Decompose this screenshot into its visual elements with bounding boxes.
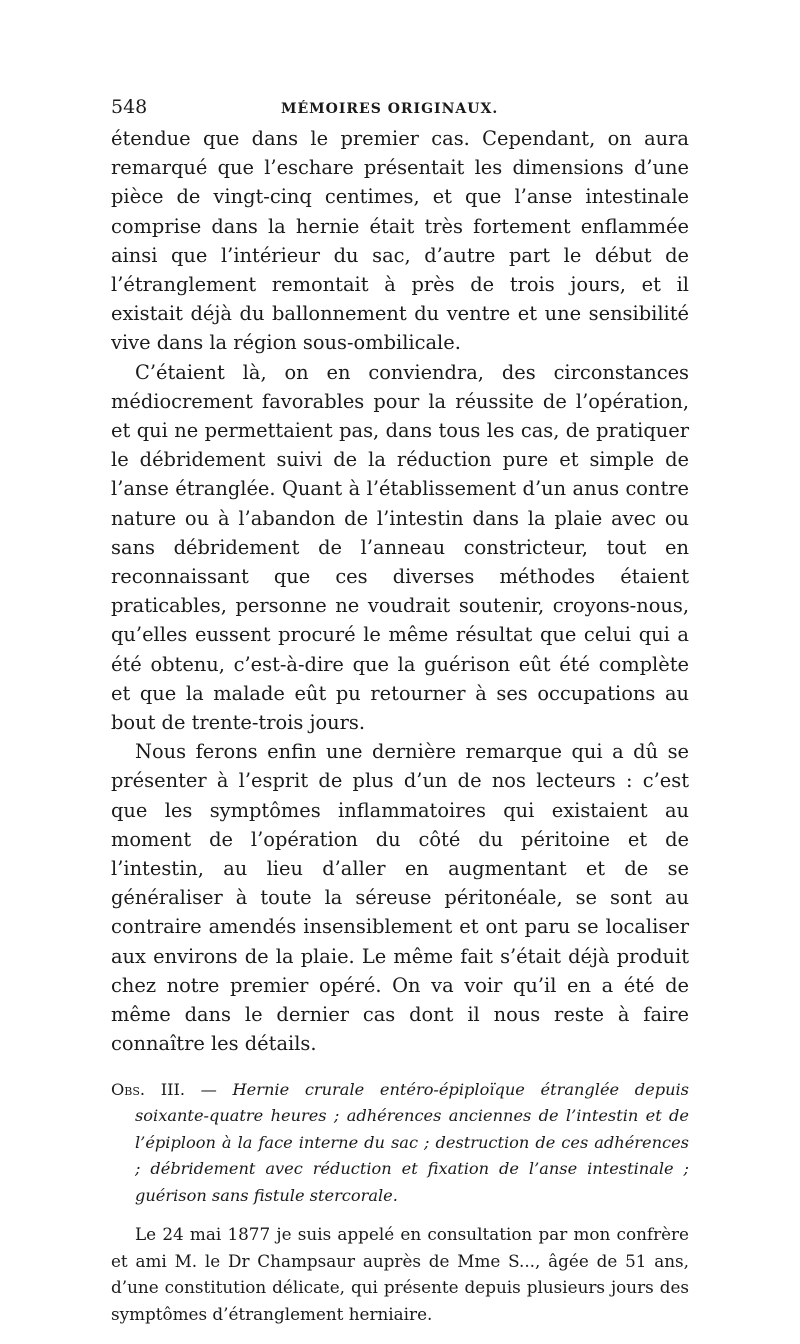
observation-title: Hernie crurale entéro-épiploïque étranglée depuis soixante-quatre heures ; adhérences anciennes de l’intestin et de l’épiploon à la face interne du sac ; destruction de ces adhérences ; débridement avec réduction et fixation de l’anse intestinale ; guérison sans fistule stercorale. bbox=[135, 1079, 689, 1205]
observation-paragraph: Le 24 mai 1877 je suis appelé en consultation par mon confrère et ami M. le Dr Champsaur auprès de Mme S..., âgée de 51 ans, d’une constitution délicate, qui présente depuis plusieurs jours des symptômes d’étranglement herniaire. bbox=[111, 1224, 689, 1324]
body-text bbox=[111, 124, 689, 1059]
running-head bbox=[111, 96, 689, 124]
running-title: MÉMOIRES ORIGINAUX. bbox=[281, 101, 499, 117]
paragraph: C’étaient là, on en conviendra, des circonstances médiocrement favorables pour la réussite de l’opération, et qui ne permettaient pas, dans tous les cas, de pratiquer le débridement suivi de la réduction pure et simple de l’anse étranglée. Quant à l’établissement d’un anus contre nature ou à l’abandon de l’intestin dans la plaie avec ou sans débridement de l’anneau constricteur, tout en reconnaissant que ces diverses méthodes étaient praticables, personne ne voudrait soutenir, croyons-nous, qu’elles eussent procuré le même résultat que celui qui a été obtenu, c’est-à-dire que la guérison eût été complète et que la malade eût pu retourner à ses occupations au bout de trente-trois jours. bbox=[111, 360, 689, 735]
page-number: 548 bbox=[111, 96, 148, 118]
observation-label: Obs. III. — bbox=[111, 1079, 233, 1099]
book-page bbox=[111, 96, 689, 1344]
observation-heading bbox=[111, 1077, 689, 1210]
paragraph: Nous ferons enfin une dernière remarque qui a dû se présenter à l’esprit de plus d’un de nos lecteurs : c’est que les symptômes inflammatoires qui existaient au moment de l’opération du côté du péritoine et de l’intestin, au lieu d’aller en augmentant et de se généraliser à toute la séreuse péritonéale, se sont au contraire amendés insensiblement et ont paru se localiser aux environs de la plaie. Le même fait s’était déjà produit chez notre premier opéré. On va voir qu’il en a été de même dans le dernier cas dont il nous reste à faire connaître les détails. bbox=[111, 740, 689, 1056]
paragraph-continued: étendue que dans le premier cas. Cependant, on aura remarqué que l’eschare présentait les dimensions d’une pièce de vingt-cinq centimes, et que l’anse intestinale comprise dans la hernie était très fortement enflammée ainsi que l’intérieur du sac, d’autre part le début de l’étranglement remontait à près de trois jours, et il existait déjà du ballonnement du ventre et une sensibilité vive dans la région sous-ombilicale. bbox=[111, 127, 689, 355]
